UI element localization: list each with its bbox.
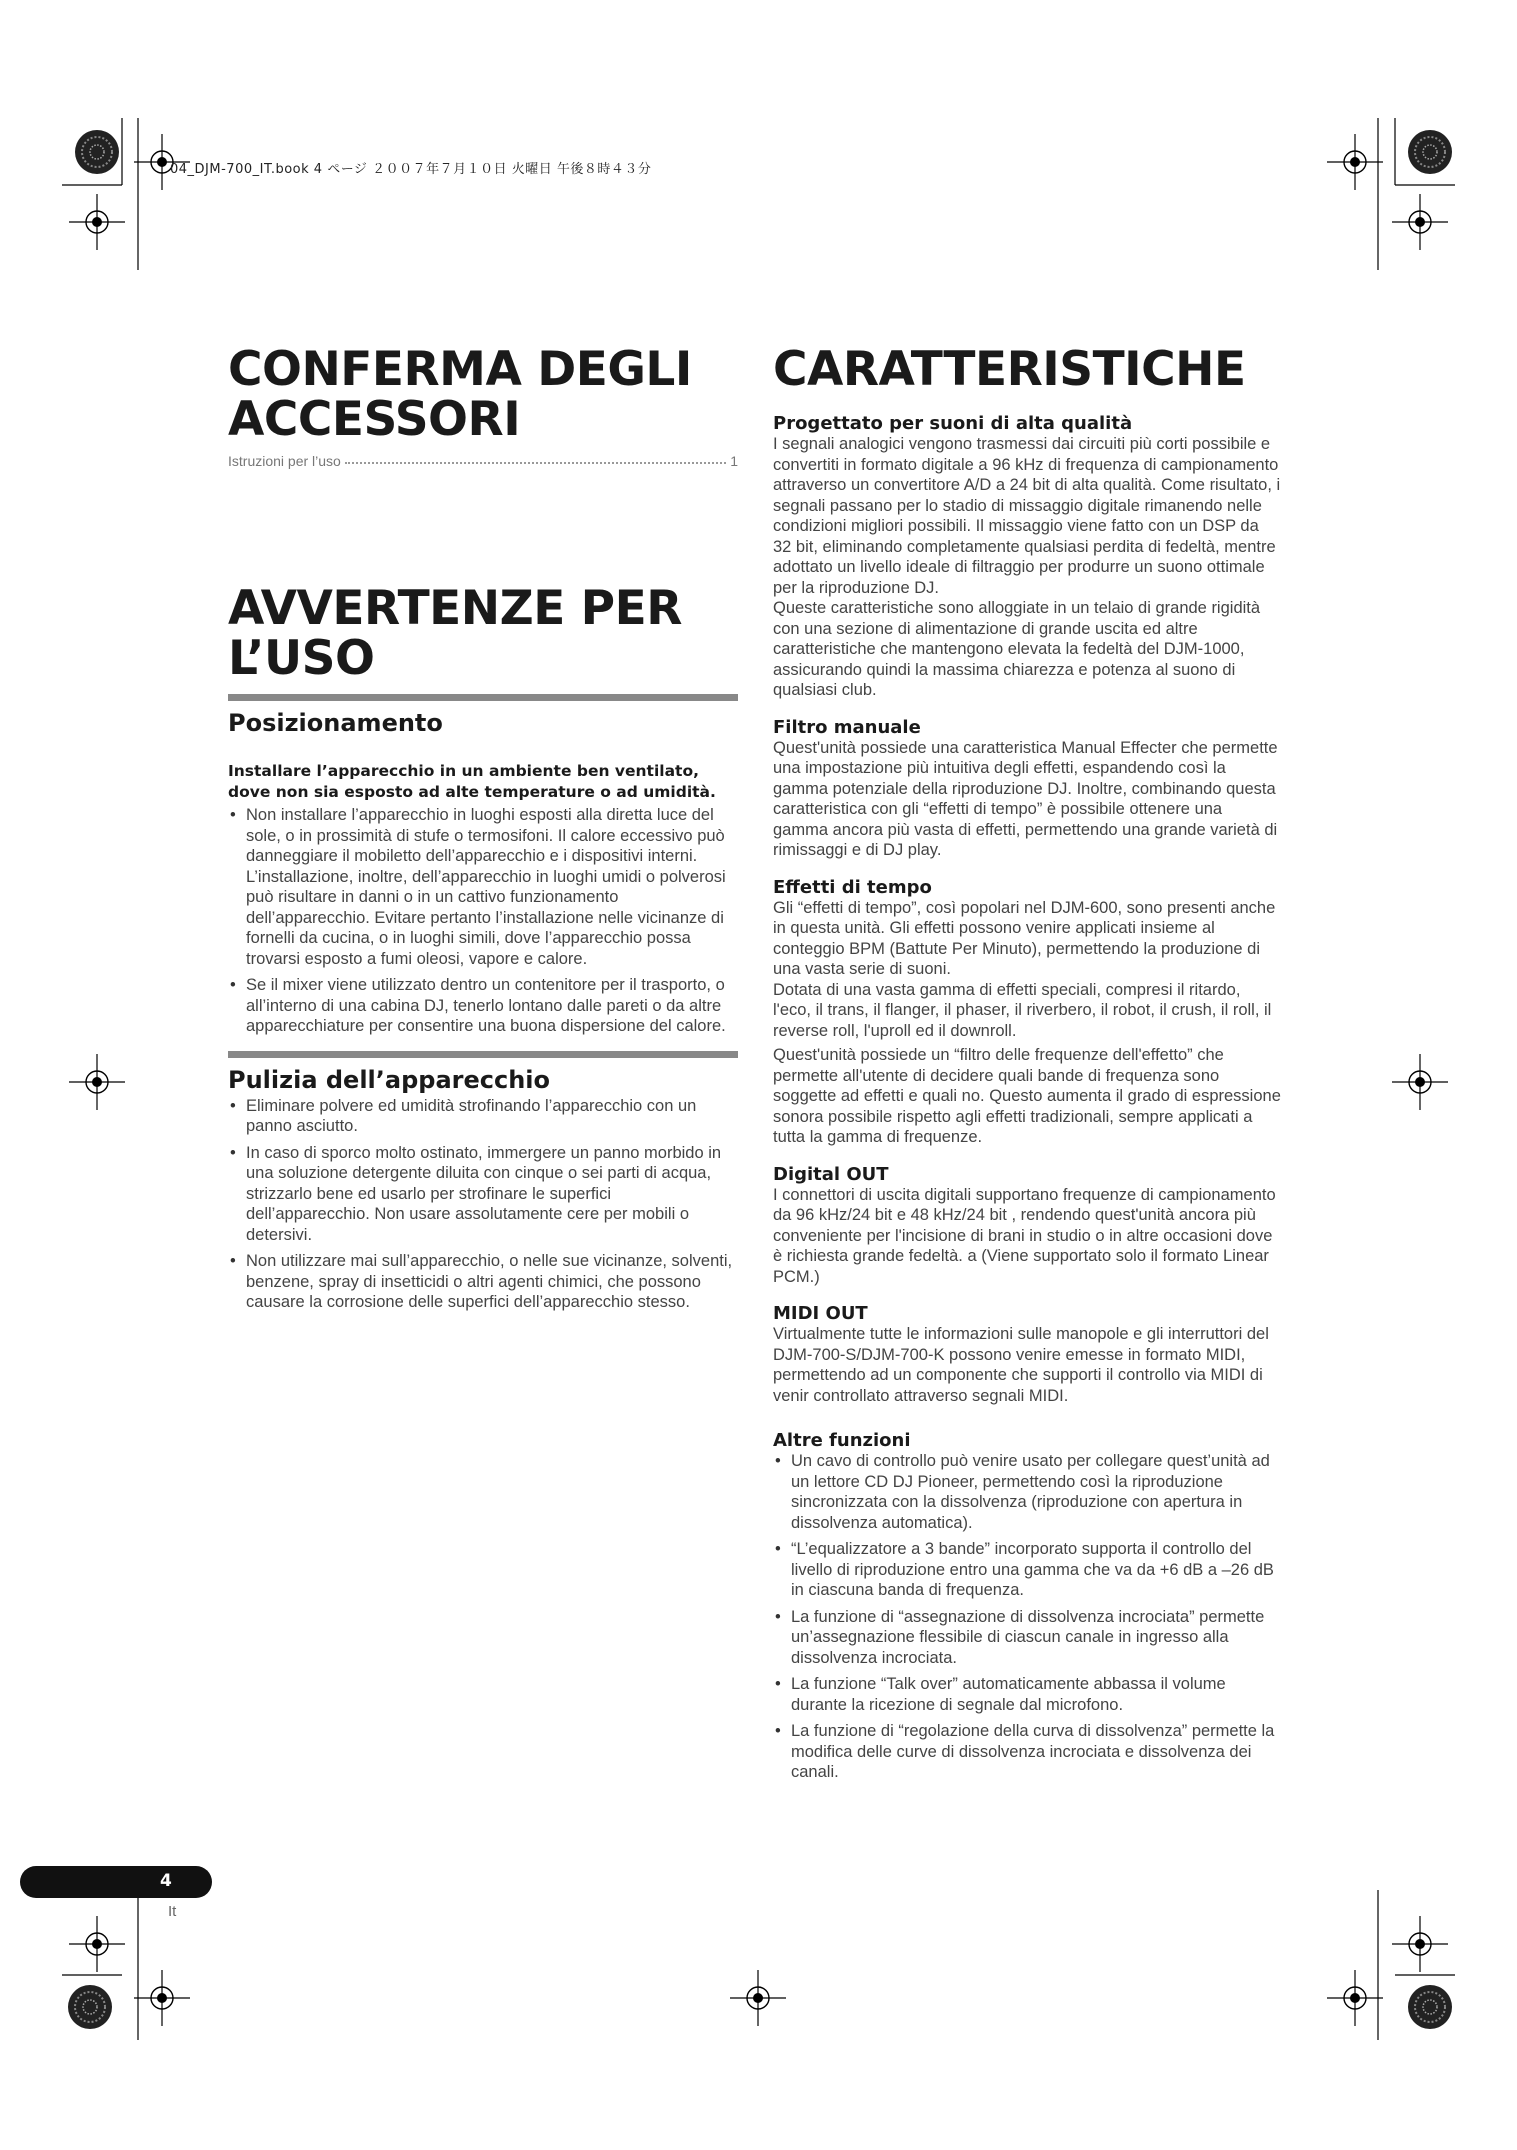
other-functions-list — [773, 1451, 1281, 1783]
toc-page: 1 — [730, 453, 738, 469]
right-column — [773, 342, 1281, 1789]
feature-text: Virtualmente tutte le informazioni sulle manopole e gli interruttori del DJM-700-S/DJM-700-K possono venire emesse in formato MIDI, permettendo ad un componente che supporti il controllo via MIDI di venir controllato attraverso segnali MIDI. — [773, 1325, 1269, 1405]
feature-heading: Filtro manuale — [773, 716, 921, 738]
list-item: • La funzione di “assegnazione di dissolvenza incrociata” permette un’assegnazione flessibile di ciascun canale in ingresso alla dissolvenza incrociata. — [773, 1607, 1281, 1669]
cleaning-list — [228, 1096, 738, 1313]
page-number-tab — [20, 1866, 212, 1898]
cleaning-heading: Pulizia dell’apparecchio — [228, 1065, 551, 1094]
feature-heading: MIDI OUT — [773, 1303, 868, 1324]
list-item: • Eliminare polvere ed umidità strofinando l’apparecchio con un panno asciutto. — [228, 1096, 738, 1137]
feature-text: Dotata di una vasta gamma di effetti speciali, compresi il ritardo, l'eco, il trans, il flanger, il phaser, il riverbero, il robot, il crush, il roll, il reverse roll, l'uproll ed il downroll. — [773, 980, 1272, 1040]
feature-text: Quest'unità possiede un “filtro delle frequenze dell'effetto” che permette all'utente di decidere quali bande di frequenza sono soggette ad effetti e quali no. Questo aumenta il grado di espressione sonora possibile rispetto agli effetti tradizionali, sempre applicati a tutta la gamma di frequenze. — [773, 1046, 1281, 1146]
list-item: • Non utilizzare mai sull’apparecchio, o nelle sue vicinanze, solventi, benzene, spray di insetticidi o altri agenti chimici, che possono causare la corrosione delle superfici dell’apparecchio stesso. — [228, 1251, 738, 1313]
toc-line — [228, 453, 738, 469]
feature-text: I segnali analogici vengono trasmessi dai circuiti più corti possibile e convertiti in formato digitale a 96 kHz di frequenza di campionamento attraverso un convertitore A/D a 24 bit di alta qualità. Come risultato, i segnali passano per lo stadio di missaggio digitale rimanendo nelle condizioni migliori possibili. Il missaggio viene fatto con un DSP da 32 bit, eliminando completamente qualsiasi perdita di fedeltà, mentre adottato un livello ideale di filtraggio per produrre un suono ottimale per la riproduzione DJ. — [773, 435, 1281, 597]
section-rule — [228, 694, 738, 701]
toc-item: Istruzioni per l’uso — [228, 453, 341, 469]
positioning-lead: Installare l’apparecchio in un ambiente ben ventilato, dove non sia esposto ad alte temperature o ad umidità. — [228, 762, 716, 801]
warnings-title: AVVERTENZE PER L’USO — [228, 581, 682, 686]
features-title: CARATTERISTICHE — [773, 342, 1246, 397]
toc-leader — [345, 453, 726, 464]
positioning-list — [228, 805, 738, 1037]
feature-heading: Progettato per suoni di alta qualità — [773, 413, 1133, 434]
feature-heading: Digital OUT — [773, 1163, 889, 1185]
list-item: • In caso di sporco molto ostinato, immergere un panno morbido in una soluzione detergente diluita con cinque o sei parti di acqua, strizzarlo bene ed usarlo per strofinare le superfici dell’apparecchio. Non usare assolutamente cere per mobili o detersivi. — [228, 1143, 738, 1246]
list-item: • La funzione “Talk over” automaticamente abbassa il volume durante la ricezione di segnale dal microfono. — [773, 1674, 1281, 1715]
feature-text: Quest'unità possiede una caratteristica Manual Effecter che permette una impostazione più intuitiva degli effetti, espandendo così la gamma potenziale della riproduzione DJ. Inoltre, combinando questa caratteristica con gli “effetti di tempo” è possibile ottenere una gamma ancora più vasta di effetti, permettendo una grande varietà di rimissaggi e di DJ play. — [773, 738, 1278, 859]
feature-heading: Altre funzioni — [773, 1430, 911, 1451]
feature-text: Queste caratteristiche sono alloggiate in un telaio di grande rigidità con una sezione di alimentazione di grande uscita ed altre caratteristiche che mantengono elevata la fedeltà del DJM-1000, assicurando quindi la massima chiarezza e potenza al suono di qualsiasi club. — [773, 599, 1261, 699]
list-item: • Un cavo di controllo può venire usato per collegare quest’unità ad un lettore CD DJ Pioneer, permettendo così la riproduzione sincronizzata con la dissolvenza (riproduzione con apertura in dissolvenza automatica). — [773, 1451, 1281, 1533]
feature-text: Gli “effetti di tempo”, così popolari nel DJM-600, sono presenti anche in questa unità. Gli effetti possono venire applicati insieme al conteggio BPM (Battute Per Minuto), permettendo la produzione di una vasta serie di suoni. — [773, 898, 1276, 978]
section-rule — [228, 1051, 738, 1058]
feature-heading: Effetti di tempo — [773, 876, 932, 898]
left-column — [228, 342, 738, 1319]
list-item: • La funzione di “regolazione della curva di dissolvenza” permette la modifica delle curve di dissolvenza incrociata e dissolvenza dei canali. — [773, 1721, 1281, 1783]
print-header: 04_DJM-700_IT.book 4 ページ ２００７年７月１０日 火曜日 午後８時４３分 — [170, 162, 652, 177]
list-item: • Non installare l’apparecchio in luoghi esposti alla diretta luce del sole, o in prossimità di stufe o termosifoni. Il calore eccessivo può danneggiare il mobiletto dell’apparecchio e i dispositivi interni. L’installazione, inoltre, dell’apparecchio in luoghi umidi o polverosi può risultare in danni o in un cattivo funzionamento dell’apparecchio. Evitare pertanto l’installazione nelle vicinanze di fornelli da cucina, o in luoghi simili, dove l’apparecchio possa trovarsi esposto a fumi oleosi, vapore e calore. — [228, 805, 738, 969]
positioning-heading: Posizionamento — [228, 709, 443, 737]
list-item: • “L’equalizzatore a 3 bande” incorporato supporta il controllo del livello di riproduzione entro una gamma che va da +6 dB a –26 dB in ciascuna banda di frequenza. — [773, 1539, 1281, 1601]
confirm-accessories-title: CONFERMA DEGLI ACCESSORI — [228, 342, 692, 447]
language-code: It — [168, 1903, 177, 1920]
list-item: • Se il mixer viene utilizzato dentro un contenitore per il trasporto, o all’interno di una cabina DJ, tenerlo lontano dalle pareti o da altre apparecchiature per consentire una buona dispersione del calore. — [228, 975, 738, 1037]
page-number: 4 — [160, 1871, 172, 1891]
feature-text: I connettori di uscita digitali supportano frequenze di campionamento da 96 kHz/24 bit e 48 kHz/24 bit , rendendo quest'unità ancora più conveniente per l'incisione di brani in studio o in altre occasioni dove è richiesta grande fedeltà. a (Viene supportato solo il formato Linear PCM.) — [773, 1185, 1276, 1286]
